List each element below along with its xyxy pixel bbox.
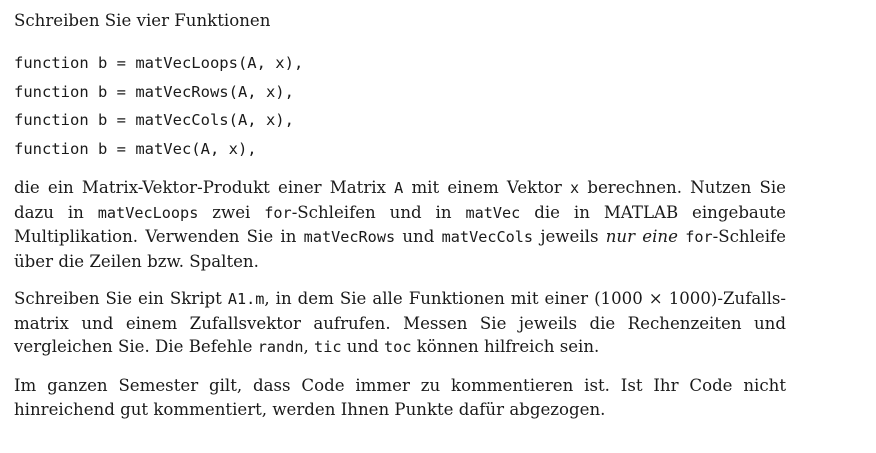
text-run: -Schleifen und in (291, 202, 466, 222)
code-inline: for (264, 203, 292, 222)
code-inline: matVec (465, 203, 521, 222)
emphasis-text: nur eine (605, 227, 678, 247)
paragraph-commenting-note: Im ganzen Semester gilt, dass Code immer zu kommentieren ist. Ist Ihr Code nicht hinreichend gut kommentiert, werden Ihnen Punkte dafür abgezogen. (14, 376, 786, 419)
code-inline: A1.m (227, 290, 265, 308)
text-run: , (303, 337, 315, 357)
code-inline: matVecCols (441, 228, 534, 247)
text-run: die in MATLAB eingebaute Multiplikation. Verwenden Sie in (14, 202, 787, 247)
text-run: mit einem Vektor (403, 178, 571, 197)
text-run: und (341, 337, 385, 357)
paragraph-script-instructions (14, 287, 786, 360)
text-run: jeweils (533, 227, 606, 247)
text-run: können hilfreich sein. (411, 337, 600, 357)
code-inline: toc (384, 338, 412, 357)
text-run: berechnen. Nutzen Sie dazu in (14, 178, 786, 222)
code-inline: tic (314, 338, 342, 357)
function-signatures (14, 49, 303, 164)
text-run: , in dem Sie alle Funktionen mit einer (1000 × 1000)-Zufallsmatrix und einem Zufallsvektor aufrufen. Messen Sie jeweils die Rechenzeiten und vergleichen Sie. Die Befehle (14, 289, 786, 357)
text-run: die ein Matrix-Vektor-Produkt einer Matrix (14, 178, 395, 197)
intro-text: Schreiben Sie vier Funktionen (14, 11, 271, 30)
code-inline: x (570, 179, 580, 197)
code-line-matvec: function b = matVec(A, x), (14, 140, 257, 159)
code-inline: matVecRows (303, 228, 396, 247)
code-line-matvecloops: function b = matVecLoops(A, x), (14, 54, 304, 72)
code-inline: A (394, 179, 404, 197)
paragraph-task-description (14, 176, 786, 273)
text-run: Schreiben Sie ein Skript (14, 289, 228, 308)
code-line-matveccols: function b = matVecCols(A, x), (14, 111, 294, 130)
text-run: -Schleife über die Zeilen bzw. Spalten. (14, 227, 787, 271)
code-inline: randn (257, 338, 304, 357)
code-line-matvecrows: function b = matVecRows(A, x), (14, 82, 294, 101)
text-run: zwei (198, 202, 265, 222)
code-inline: for (685, 228, 713, 247)
code-inline: matVecLoops (97, 203, 199, 222)
text-run: und (395, 227, 442, 247)
